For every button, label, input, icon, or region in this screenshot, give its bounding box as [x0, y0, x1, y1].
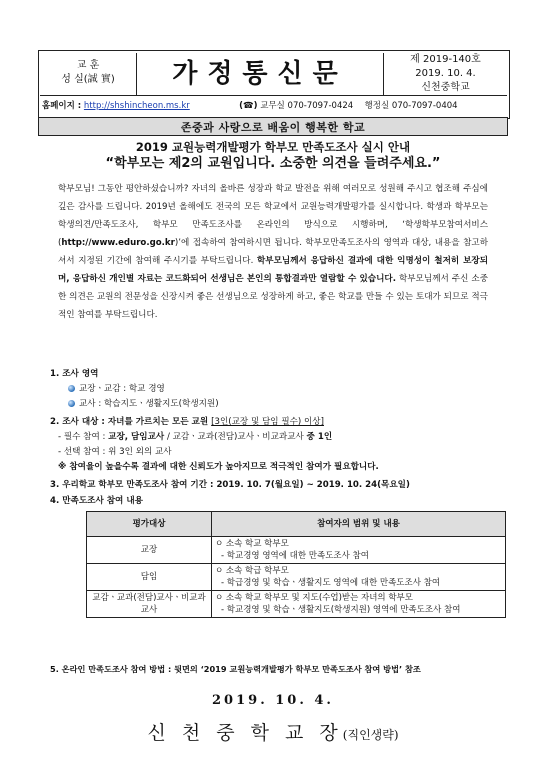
school-name: 신천중학교: [421, 82, 470, 93]
survey-content-table: [86, 511, 506, 618]
page-title: 가정통신문: [172, 59, 348, 89]
table-row: [87, 537, 506, 564]
section-title: 4. 만족도조사 참여 내용: [50, 496, 143, 506]
participation-note: ※ 참여율이 높을수록 결과에 대한 신뢰도가 높아지므로 적극적인 참여가 필요합니다.: [58, 462, 379, 472]
bullet-icon: [68, 400, 75, 407]
homepage-label: 홈페이지 :: [42, 101, 82, 111]
optional-participants: - 선택 참여 : 위 3인 외의 교사: [58, 447, 172, 457]
intro-anonymity-notice: 학부모님께서 응답하신 결과에 대한 익명성이 철저히 보장되며, 응답하신 개인별 자료는 코드화되어 선생님은 본인의 통합결과만 열람할 수 있습니다.: [58, 256, 488, 284]
table-cell-target: 담임: [87, 564, 212, 591]
table-header-row: [87, 512, 506, 537]
admin-label: 행정실: [364, 101, 390, 111]
section-title: 1. 조사 영역: [50, 369, 99, 379]
admin-phone: 070-7097-0404: [391, 101, 458, 111]
homepage-link[interactable]: http://shshincheon.ms.kr: [83, 101, 190, 111]
signature-text: 신 천 중 학 교 장: [147, 722, 343, 744]
section-online-method: 5. 온라인 만족도조사 참여 방법 : 뒷면의 ‘2019 교원능력개발평가 학부모 만족도조사 참여 방법’ 참조: [50, 664, 421, 674]
section-survey-period: 3. 우리학교 학부모 만족도조사 참여 기간 : 2019. 10. 7(월요일) ~ 2019. 10. 24(목요일): [50, 480, 410, 490]
table-cell-content: ㅇ 소속 학교 학부모 - 학교경영 영역에 대한 만족도조사 참여: [212, 537, 506, 564]
document-meta: [383, 53, 507, 95]
table-cell-content: ㅇ 소속 학급 학부모 - 학급경영 및 학습ㆍ생활지도 영역에 대한 만족도조사 참여: [212, 564, 506, 591]
table-cell-target: 교감ㆍ교과(전담)교사ㆍ비교과교사: [87, 591, 212, 618]
table-row: [87, 564, 506, 591]
table-cell-target: 교장: [87, 537, 212, 564]
footer-date: 2019. 10. 4.: [212, 693, 334, 708]
section-title: 2. 조사 대상 : 자녀를 가르치는 모든 교원 [3인(교장 및 담임 필수) 이상]: [50, 417, 324, 427]
intro-text-3: 학부모님께서 주신 소중한 의견은 교원의 전문성을 신장시켜 좋은 선생님으로 성장하게 하고, 좋은 학교를 만들 수 있는 토대가 되므로 적극적인 참여를 부탁드립니다.: [58, 274, 488, 320]
section-survey-target: [50, 415, 520, 475]
school-slogan: 존중과 사랑으로 배움이 행복한 학교: [38, 117, 508, 136]
required-participants: - 필수 참여 : 교장, 담임교사 / 교감ㆍ교과(전담)교사ㆍ비교과교사 중 1인: [58, 432, 333, 442]
seal-note: (직인생략): [342, 728, 399, 742]
table-header-target: 평가대상: [87, 512, 212, 537]
notice-headline: “학부모는 제2의 교원입니다. 소중한 의견을 들려주세요.”: [105, 156, 441, 171]
principal-signature: [38, 718, 508, 745]
intro-text-2: )’에 접속하여 참여하시면 됩니다. 학부모만족도조사의 영역과 대상, 내용을 참고하셔서 지정된 기간에 참여해 주시기를 부탁드립니다.: [58, 238, 488, 266]
office-phone: 070-7097-0424: [287, 101, 354, 111]
section-survey-area: [50, 367, 510, 412]
header-divider: [40, 95, 507, 96]
bullet-icon: [68, 385, 75, 392]
survey-period: 2019. 10. 7(월요일) ~ 2019. 10. 24(목요일): [216, 480, 410, 490]
document-number: 제 2019-140호: [410, 54, 481, 65]
list-item: 교장ㆍ교감 : 학교 경영: [50, 382, 510, 397]
table-row: [87, 591, 506, 618]
table-header-content: 참여자의 범위 및 내용: [212, 512, 506, 537]
motto-text: 성 실(誠 實): [61, 74, 115, 85]
intro-text-1: 학부모님! 그동안 평안하셨습니까? 자녀의 올바른 성장과 학교 발전을 위해 여러모로 성원해 주시고 협조해 주심에 깊은 감사를 드립니다. 2019년 올해에도 전국의 모든 학교에서 교원능력개발평가를 실시합니다. 학생과 학부모는 학생의견/만족도조사, 학부모 만족도조사를 온라인의 방식으로 시행하며, ‘학생학부모참여서비스 (: [58, 184, 488, 248]
school-motto: [40, 53, 137, 95]
notice-subtitle: 2019 교원능력개발평가 학부모 만족도조사 실시 안내: [135, 140, 411, 154]
office-label: 교무실: [260, 101, 285, 111]
list-item: 교사 : 학습지도ㆍ생활지도(학생지원): [50, 397, 510, 412]
contact-line: [42, 98, 508, 114]
table-cell-content: ㅇ 소속 학교 학부모 및 지도(수업)받는 자녀의 학부모 - 학교경영 및 학습ㆍ생활지도(학생지원) 영역에 만족도조사 참여: [212, 591, 506, 618]
phone-icon: (☎): [239, 101, 258, 111]
document-date: 2019. 10. 4.: [415, 68, 476, 79]
intro-url: http://www.eduro.go.kr: [61, 238, 175, 248]
motto-label: 교 훈: [76, 60, 100, 71]
intro-paragraph: [58, 180, 488, 324]
